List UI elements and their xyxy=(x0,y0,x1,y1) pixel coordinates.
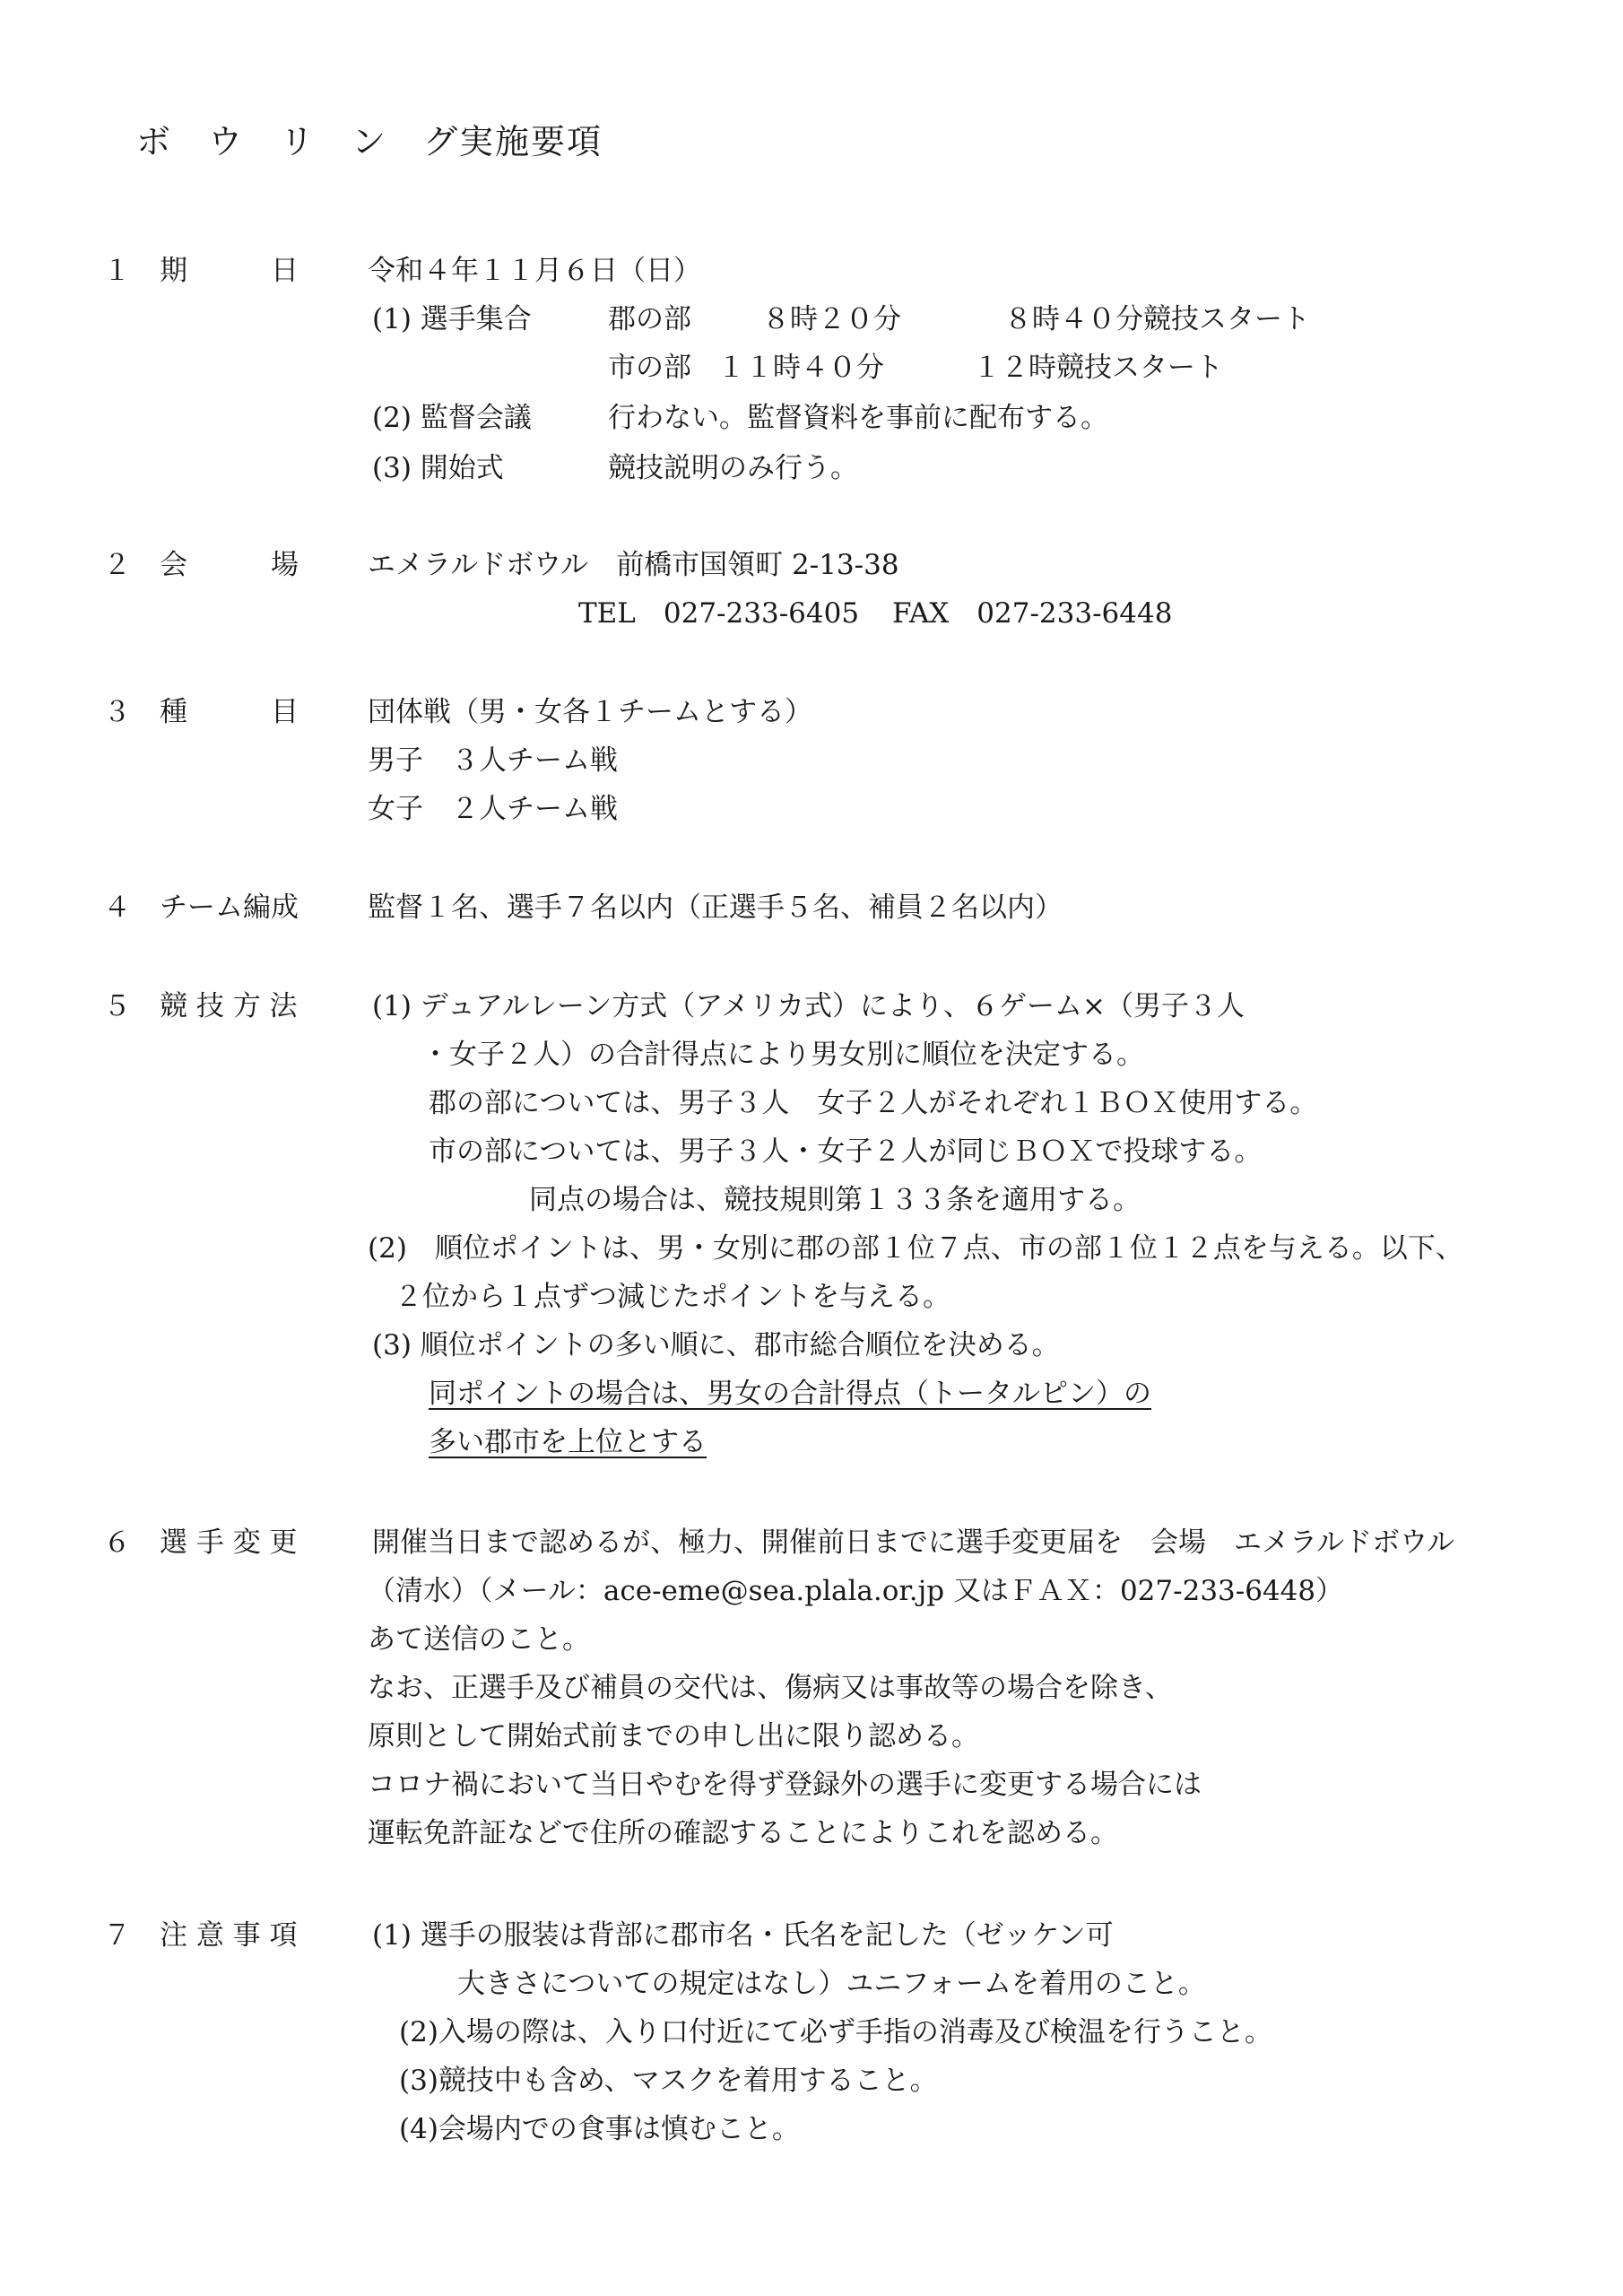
shi-label: 市の部 xyxy=(608,352,691,384)
section-5-line9: 同ポイントの場合は、男女の合計得点（トータルピン）の xyxy=(429,1378,1151,1410)
section-6-line5: 原則として開始式前までの申し出に限り認める。 xyxy=(368,1720,979,1752)
section-3-number: ３ xyxy=(103,696,131,728)
section-5-heading: 競 技 方 法 xyxy=(160,990,298,1022)
section-3-heading: 種 目 xyxy=(160,696,299,728)
section-3-line2: 男子 ３人チーム戦 xyxy=(368,744,618,777)
section-5-line6: (2) 順位ポイントは、男・女別に郡の部１位７点、市の部１位１２点を与える。以下、 xyxy=(368,1232,1463,1265)
section-5-line10: 多い郡市を上位とする xyxy=(429,1426,707,1458)
section-5-line2: ・女子２人）の合計得点により男女別に順位を決定する。 xyxy=(421,1039,1144,1071)
section-6-heading: 選 手 変 更 xyxy=(160,1526,298,1559)
section-5-number: ５ xyxy=(103,990,131,1022)
section-1-item2-label: (2) 監督会議 xyxy=(372,402,532,434)
section-6-line6: コロナ禍において当日やむを得ず登録外の選手に変更する場合には xyxy=(368,1769,1202,1801)
section-7-line3: (2)入場の際は、入り口付近にて必ず手指の消毒及び検温を行うこと。 xyxy=(399,2016,1272,2048)
section-4-number: ４ xyxy=(103,891,131,924)
section-7-line2: 大きさについての規定はなし）ユニフォームを着用のこと。 xyxy=(457,1968,1206,2000)
section-2-heading: 会 場 xyxy=(160,549,299,581)
section-1-heading: 期 日 xyxy=(160,255,299,287)
section-6-line7: 運転免許証などで住所の確認することによりこれを認める。 xyxy=(368,1817,1118,1849)
section-3-line3: 女子 ２人チーム戦 xyxy=(368,793,618,825)
section-5-line4: 市の部については、男子３人・女子２人が同じＢＯＸで投球する。 xyxy=(429,1135,1263,1168)
section-6-line3: あて送信のこと。 xyxy=(368,1623,590,1656)
page-title: ボ ウ リ ン グ実施要項 xyxy=(136,122,603,161)
section-1-item2-text: 行わない。監督資料を事前に配布する。 xyxy=(608,402,1108,434)
section-1-item3-text: 競技説明のみ行う。 xyxy=(608,452,858,484)
section-7-line4: (3)競技中も含め、マスクを着用すること。 xyxy=(399,2065,938,2097)
section-5-line1: (1) デュアルレーン方式（アメリカ式）により、６ゲーム×（男子３人 xyxy=(372,990,1245,1022)
section-5-line3: 郡の部については、男子３人 女子２人がそれぞれ１ＢＯＸ使用する。 xyxy=(429,1087,1318,1119)
shi-start: １２時競技スタート xyxy=(973,352,1223,384)
venue-text: エメラルドボウル 前橋市国領町 2-13-38 xyxy=(368,549,899,581)
section-6-line1: 開催当日まで認めるが、極力、開催前日までに選手変更届を 会場 エメラルドボウル xyxy=(372,1526,1455,1559)
gun-start: ８時４０分競技スタート xyxy=(1004,303,1310,335)
section-1-item1-label: (1) 選手集合 xyxy=(372,303,532,335)
venue-fax: FAX 027-233-6448 xyxy=(892,597,1173,630)
section-7-line5: (4)会場内での食事は慎むこと。 xyxy=(399,2113,800,2145)
gun-label: 郡の部 xyxy=(608,303,691,335)
section-5-line5: 同点の場合は、競技規則第１３３条を適用する。 xyxy=(529,1184,1141,1216)
section-3-line1: 団体戦（男・女各１チームとする） xyxy=(368,696,812,728)
section-7-number: ７ xyxy=(103,1919,131,1952)
section-6-line4: なお、正選手及び補員の交代は、傷病又は事故等の場合を除き、 xyxy=(368,1672,1173,1704)
section-1-number: １ xyxy=(103,255,131,287)
shi-time: １１時４０分 xyxy=(717,352,884,384)
section-1-item3-label: (3) 開始式 xyxy=(372,452,504,484)
section-6-number: ６ xyxy=(103,1526,131,1559)
gun-time: ８時２０分 xyxy=(762,303,901,335)
section-7-heading: 注 意 事 項 xyxy=(160,1919,298,1952)
section-4-text: 監督１名、選手７名以内（正選手５名、補員２名以内） xyxy=(368,891,1063,924)
section-7-line1: (1) 選手の服装は背部に郡市名・氏名を記した（ゼッケン可 xyxy=(372,1919,1114,1952)
section-4-heading: チーム編成 xyxy=(160,891,299,924)
venue-tel: TEL 027-233-6405 xyxy=(578,597,860,630)
section-5-line8: (3) 順位ポイントの多い順に、郡市総合順位を決める。 xyxy=(372,1329,1060,1361)
section-1-date: 令和４年１１月６日（日） xyxy=(368,255,701,287)
section-5-line7: ２位から１点ずつ減じたポイントを与える。 xyxy=(395,1281,950,1313)
section-2-number: ２ xyxy=(103,549,131,581)
section-6-line2: （清水）（メール：ace-eme@sea.plala.or.jp 又はＦＡＸ：027-233-6448） xyxy=(368,1575,1344,1607)
